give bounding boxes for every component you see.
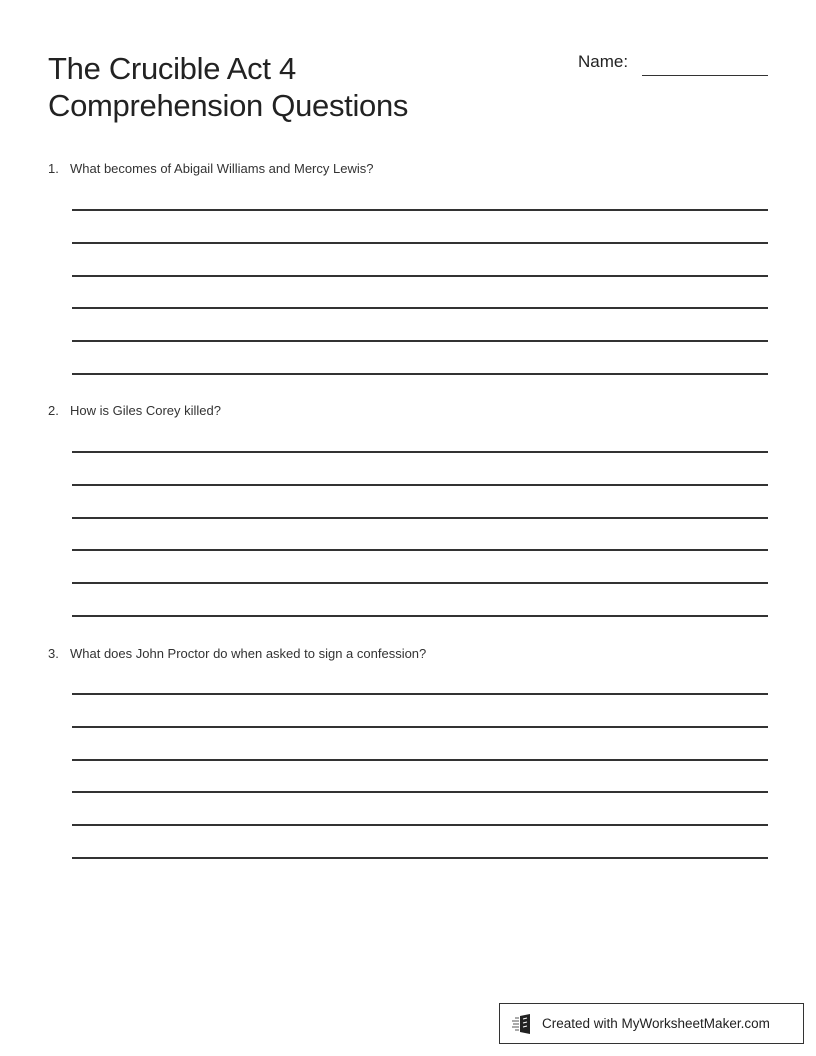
answer-line-q3[interactable] (72, 857, 768, 859)
answer-line-q3[interactable] (72, 693, 768, 695)
footer-credit (499, 1003, 804, 1044)
question-text: What does John Proctor do when asked to sign a confession? (70, 646, 427, 661)
question-3 (48, 646, 426, 661)
answer-line-q1[interactable] (72, 340, 768, 342)
question-number: 1. (48, 161, 59, 176)
page-title (48, 50, 408, 124)
question-number: 3. (48, 646, 59, 661)
answer-line-q1[interactable] (72, 242, 768, 244)
answer-line-q2[interactable] (72, 582, 768, 584)
answer-line-q1[interactable] (72, 209, 768, 211)
answer-line-q3[interactable] (72, 824, 768, 826)
name-field[interactable] (642, 75, 768, 76)
answer-line-q1[interactable] (72, 275, 768, 277)
answer-line-q2[interactable] (72, 484, 768, 486)
answer-line-q2[interactable] (72, 615, 768, 617)
question-1 (48, 161, 373, 176)
answer-line-q1[interactable] (72, 373, 768, 375)
answer-line-q3[interactable] (72, 726, 768, 728)
title-line-2: Comprehension Questions (48, 88, 409, 123)
question-number: 2. (48, 403, 59, 418)
answer-line-q3[interactable] (72, 791, 768, 793)
footer-text: Created with MyWorksheetMaker.com (542, 1016, 770, 1031)
answer-line-q2[interactable] (72, 517, 768, 519)
worksheet-maker-logo-icon (512, 1014, 534, 1034)
question-text: How is Giles Corey killed? (70, 403, 221, 418)
question-text: What becomes of Abigail Williams and Mercy Lewis? (70, 161, 374, 176)
question-2 (48, 403, 221, 418)
title-line-1: The Crucible Act 4 (48, 51, 296, 86)
answer-line-q2[interactable] (72, 451, 768, 453)
answer-line-q2[interactable] (72, 549, 768, 551)
answer-line-q3[interactable] (72, 759, 768, 761)
answer-line-q1[interactable] (72, 307, 768, 309)
name-label: Name: (578, 52, 629, 71)
